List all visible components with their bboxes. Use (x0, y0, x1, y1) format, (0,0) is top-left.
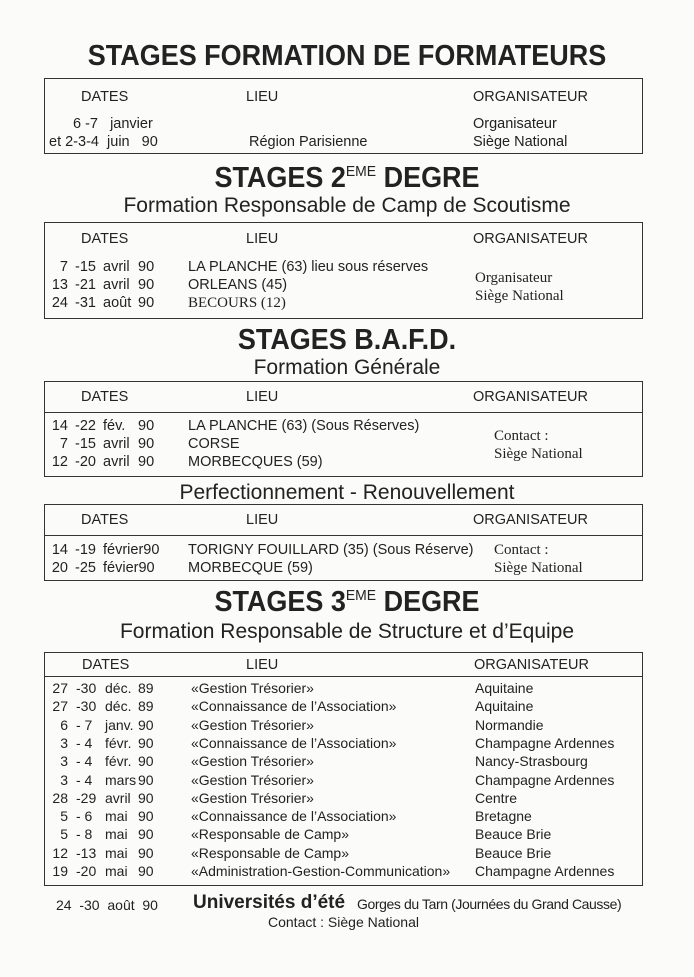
universites-contact: Contact : Siège National (268, 914, 419, 930)
date-month: avril (105, 789, 131, 806)
date-end: -22 (75, 418, 96, 434)
title-main: STAGES 2 (214, 162, 346, 194)
date-start: 5 (60, 826, 68, 843)
date-end: - 4 (76, 734, 93, 751)
header-dates: DATES (81, 231, 129, 247)
section-subtitle-bafd: Formation Générale (253, 356, 441, 379)
universites-title: Universités d’été (193, 892, 346, 913)
date-start: 6 (60, 716, 68, 733)
formateurs-table (44, 78, 643, 154)
date-month: mars (105, 771, 137, 788)
universites-dates: 24 -30 août 90 (56, 897, 158, 913)
date-start: 27 (52, 698, 68, 715)
organisateur: Aquitaine (475, 680, 534, 696)
date-year: 90 (138, 734, 154, 751)
date-start: 20 (51, 560, 68, 576)
date-start: 3 (60, 734, 68, 751)
organisateur: Centre (475, 789, 518, 806)
universites-lieu: Gorges du Tarn (Journées du Grand Causse) (357, 896, 622, 912)
lieu: «Responsable de Camp» (191, 826, 349, 843)
date-end: - 8 (76, 826, 93, 843)
org-line1: Contact : (494, 428, 549, 444)
organisateur: Normandie (475, 716, 544, 733)
date-month: mai (105, 826, 128, 843)
header-divider (45, 535, 642, 536)
date-end: -25 (75, 560, 96, 576)
date-month: déc. (105, 698, 132, 715)
lieu: «Connaissance de l’Association» (191, 698, 397, 715)
date-start: 28 (52, 789, 68, 806)
date-start: 3 (60, 753, 68, 770)
date-start: 3 (60, 771, 68, 788)
lieu: «Gestion Trésorier» (191, 680, 314, 696)
section-subtitle-degre3: Formation Responsable de Structure et d’Equipe (119, 620, 575, 643)
header-organisateur: ORGANISATEUR (474, 657, 589, 673)
title-end: DEGRE (376, 586, 480, 618)
table-row (45, 680, 642, 698)
date-month: janv. (105, 716, 134, 733)
lieu: «Gestion Trésorier» (191, 789, 314, 806)
organisateur: Aquitaine (475, 698, 534, 715)
dates-line1: 6 -7 janvier (73, 116, 153, 132)
date-end: -15 (75, 259, 96, 275)
title-end: DEGRE (376, 162, 480, 194)
date-month: fév. (103, 418, 126, 434)
table-row (45, 735, 642, 753)
date-year: 90 (138, 259, 155, 275)
date-month: août (103, 295, 132, 311)
org-line2: Siège National (475, 288, 564, 304)
date-month: mai (105, 808, 128, 825)
date-start: 27 (52, 680, 68, 696)
date-start: 12 (52, 844, 68, 861)
lieu: «Gestion Trésorier» (191, 753, 314, 770)
date-end: - 4 (76, 753, 93, 770)
date-year: 90 (138, 716, 154, 733)
date-start: 7 (59, 436, 68, 452)
organisateur: Contact : (494, 542, 549, 558)
lieu: MORBECQUE (59) (188, 560, 313, 576)
date-start: 13 (51, 277, 68, 293)
lieu: «Gestion Trésorier» (191, 716, 314, 733)
header-lieu: LIEU (246, 231, 279, 247)
section-subtitle-degre2: Formation Responsable de Camp de Scoutisme (123, 194, 571, 217)
date-year: 90 (138, 295, 155, 311)
date-year: 90 (138, 277, 155, 293)
org-line2: Siège National (494, 446, 583, 462)
org-line2: Siège National (473, 134, 568, 150)
date-year: 90 (138, 418, 155, 434)
date-start: 14 (51, 418, 68, 434)
section-title-degre3 (24, 586, 669, 619)
date-end: -20 (75, 454, 96, 470)
organisateur: Beauce Brie (475, 826, 552, 843)
table-row (45, 863, 642, 881)
organisateur: Siège National (494, 560, 583, 576)
date-year: 90 (138, 454, 155, 470)
date-end: -30 (76, 698, 97, 715)
lieu: LA PLANCHE (63) lieu sous réserves (188, 259, 429, 275)
table-row (45, 698, 642, 716)
date-year: 90 (138, 826, 154, 843)
lieu: «Responsable de Camp» (191, 844, 349, 861)
header-lieu: LIEU (246, 389, 279, 405)
date-month: avril (103, 436, 130, 452)
date-start: 14 (51, 542, 68, 558)
lieu: CORSE (188, 436, 240, 452)
date-month: déc. (105, 680, 132, 696)
organisateur: Champagne Ardennes (475, 734, 615, 751)
lieu: Région Parisienne (249, 134, 368, 150)
section-title-formateurs: STAGES FORMATION DE FORMATEURS (87, 40, 607, 72)
date-end: -30 (76, 680, 97, 696)
lieu: «Connaissance de l’Association» (191, 734, 397, 751)
date-month: avril (103, 259, 130, 275)
table-row (45, 717, 642, 735)
date-year: 90 (138, 844, 154, 861)
date-month: février90 (103, 542, 160, 558)
date-month: févier90 (103, 560, 155, 576)
section-subtitle-perfectionnement: Perfectionnement - Renouvellement (179, 481, 515, 504)
organisateur: Beauce Brie (475, 844, 552, 861)
header-lieu: LIEU (246, 89, 279, 105)
section-title-bafd: STAGES B.A.F.D. (237, 324, 457, 356)
date-year: 90 (138, 436, 155, 452)
table-row (45, 560, 642, 578)
table-row (45, 772, 642, 790)
date-year: 90 (138, 753, 154, 770)
table-row (45, 845, 642, 863)
date-end: -21 (75, 277, 96, 293)
header-divider (45, 676, 642, 677)
date-month: avril (103, 277, 130, 293)
date-end: -13 (76, 844, 97, 861)
header-organisateur: ORGANISATEUR (473, 231, 588, 247)
table-row (45, 418, 642, 436)
lieu: TORIGNY FOUILLARD (35) (Sous Réserve) (188, 542, 474, 558)
date-month: mai (105, 863, 128, 879)
date-end: -29 (76, 789, 97, 806)
date-month: avril (103, 454, 130, 470)
date-month: févr. (105, 734, 132, 751)
header-dates: DATES (81, 389, 129, 405)
date-end: -31 (75, 295, 96, 311)
title-main: STAGES 3 (214, 586, 346, 618)
date-month: févr. (105, 753, 132, 770)
date-start: 5 (60, 808, 68, 825)
lieu: LA PLANCHE (63) (Sous Réserves) (188, 418, 420, 434)
header-organisateur: ORGANISATEUR (473, 89, 588, 105)
degre3-table (44, 652, 643, 886)
perfectionnement-table (44, 504, 643, 581)
section-title-degre2 (24, 162, 669, 195)
organisateur: Bretagne (475, 808, 532, 825)
lieu: «Administration-Gestion-Communication» (191, 863, 451, 879)
date-start: 24 (51, 295, 68, 311)
table-row (45, 790, 642, 808)
lieu: «Gestion Trésorier» (191, 771, 314, 788)
lieu: BECOURS (12) (188, 295, 286, 311)
table-row (45, 259, 642, 277)
date-year: 89 (138, 698, 154, 715)
header-dates: DATES (81, 512, 129, 528)
date-end: - 7 (76, 716, 93, 733)
table-row (45, 808, 642, 826)
header-dates: DATES (82, 657, 130, 673)
lieu: ORLEANS (45) (188, 277, 288, 293)
dates-line2: et 2-3-4 juin 90 (49, 134, 158, 150)
header-dates: DATES (81, 89, 129, 105)
date-year: 90 (138, 789, 154, 806)
date-year: 90 (138, 863, 154, 879)
degre2-table (44, 222, 643, 319)
table-row (45, 826, 642, 844)
lieu: «Connaissance de l’Association» (191, 808, 397, 825)
organisateur: Champagne Ardennes (475, 771, 615, 788)
org-line1: Organisateur (475, 270, 553, 286)
lieu: MORBECQUES (59) (188, 454, 323, 470)
date-month: mai (105, 844, 128, 861)
date-end: - 4 (76, 771, 93, 788)
date-year: 89 (138, 680, 154, 696)
header-lieu: LIEU (246, 657, 279, 673)
date-end: - 6 (76, 808, 93, 825)
date-end: -19 (75, 542, 96, 558)
header-organisateur: ORGANISATEUR (473, 389, 588, 405)
table-row (45, 542, 642, 560)
date-start: 19 (52, 863, 68, 879)
bafd-table (44, 381, 643, 477)
org-line1: Organisateur (473, 116, 557, 132)
date-end: -15 (75, 436, 96, 452)
table-row (45, 753, 642, 771)
date-end: -20 (76, 863, 97, 879)
organisateur: Nancy-Strasbourg (475, 753, 588, 770)
date-start: 12 (51, 454, 68, 470)
date-start: 7 (59, 259, 68, 275)
header-lieu: LIEU (246, 512, 279, 528)
date-year: 90 (138, 771, 154, 788)
header-divider (45, 412, 642, 413)
title-superscript: EME (345, 163, 377, 180)
header-organisateur: ORGANISATEUR (473, 512, 588, 528)
date-year: 90 (138, 808, 154, 825)
organisateur: Champagne Ardennes (475, 863, 615, 879)
title-superscript: EME (345, 587, 377, 604)
